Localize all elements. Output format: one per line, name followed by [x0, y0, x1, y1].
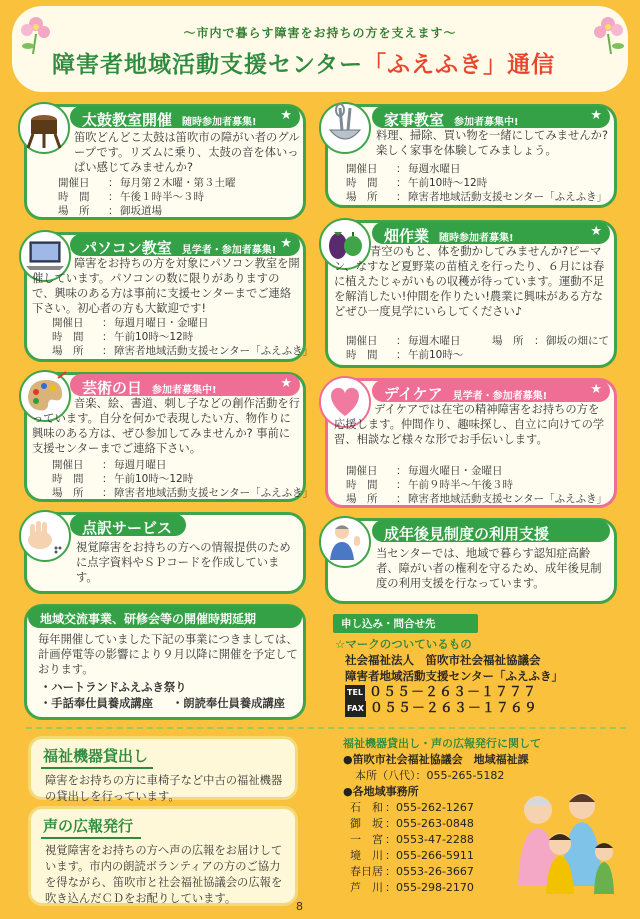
office-tel: 055-263-0848 — [396, 817, 474, 830]
welfare-heading: 福祉機器貸出し・声の広報発行に関して — [343, 737, 541, 750]
star-icon: ★ — [590, 382, 602, 397]
enki-item-2: ・手話奉仕員養成講座 — [40, 697, 153, 710]
kaji-info: 開催日 ： 毎週水曜日 時 間 ： 午前10時～12時 場 所 ： 障害者地域活動支援センター「ふえふき」 — [346, 163, 608, 203]
kiki-title: 福祉機器貸出し — [43, 747, 149, 765]
mixing-bowl-icon — [318, 100, 372, 156]
star-icon: ★ — [590, 224, 602, 239]
office-row: 境 川 ：055-266-5911 — [343, 848, 541, 864]
kiki-body: 障害をお持ちの方に車椅子など中古の福祉機器の貸出しを行っています。 — [45, 774, 283, 803]
contact-center: 障害者地域活動支援センター「ふえふき」 — [345, 669, 564, 683]
tab-pc: パソコン教室 見学者・参加者募集! ★ — [70, 234, 300, 256]
header-subtitle: ～市内で暮らす障害をお持ちの方を支えます～ — [183, 26, 457, 40]
kaji-body: 料理、掃除、買い物を一緒にしてみませんか?楽しく家事を体験してみましょう。 — [376, 129, 608, 157]
header-title: 障害者地域活動支援センター「ふえふき」通信 — [52, 52, 556, 78]
info-row: 時 間 ： 午後１時半～３時 — [58, 191, 204, 203]
geijutsu-info: 開催日 ： 毎週月曜日 時 間 ： 午前10時～12時 場 所 ： 障害者地域活動支援センター「ふえふき」 — [52, 459, 314, 499]
daycare-body: デイケアでは在宅の精神障害をお持ちの方を応援します。仲間作り、趣味探し、自立に向けての学習、相談など様々な形でお手伝いします。 — [334, 403, 605, 446]
kiki-title-underline — [41, 767, 153, 769]
card-koe — [28, 806, 298, 906]
flower-decoration-right — [588, 10, 628, 56]
office-row: 御 坂 ：055-263-0848 — [343, 816, 541, 832]
kouken-body: 当センターでは、地域で暮らす認知症高齢者、障がい者の権利を守るため、成年後見制度の利用支援を行なっています。 — [376, 547, 602, 590]
enki-body: 毎年開催していました下記の事業につきましては、計画停電等の影響により９月以降に開催を予定しております。 — [38, 633, 298, 676]
fax-badge: FAX — [345, 701, 366, 717]
tel-badge: TEL — [345, 685, 365, 701]
office-row: 一 宮 ：0553-47-2288 — [343, 832, 541, 848]
star-icon: ★ — [280, 376, 292, 391]
person-thumbs-up-icon — [318, 514, 372, 570]
tab-hatake: 畑作業 随時参加者募集! ★ — [372, 222, 610, 244]
koe-title-underline — [41, 837, 141, 839]
tab-kouken: 成年後見制度の利用支援 — [372, 520, 610, 542]
drum-icon — [18, 100, 70, 156]
daycare-info: 開催日 ： 毎週火曜日・金曜日 時 間 ： 午前９時半～午後３時 場 所 ： 障害者地域活動支援センター「ふえふき」 — [346, 465, 608, 505]
tenyaku-body: 視覚障害をお持ちの方への情報提供のために点字資料やＳＰコードを作成しています。 — [76, 541, 291, 584]
office-name: 御 坂 — [350, 817, 383, 830]
pc-info: 開催日 ： 毎週月曜日・金曜日 時 間 ： 午前10時～12時 場 所 ： 障害者地域活動支援センター「ふえふき」 — [52, 317, 314, 357]
section-divider — [26, 727, 626, 729]
pc-body: 障害をお持ちの方を対象にパソコン教室を開催しています。パソコンの数に限りがありますので、興味のある方は事前に支援センターまでご連絡下さい。初心者の方も大歓迎です! — [32, 257, 300, 315]
tab-geijutsu: 芸術の日 参加者募集中! ★ — [70, 374, 300, 396]
office-name: 芦 川 — [350, 881, 383, 894]
newsletter-header — [12, 6, 628, 92]
office-row: 春日居 ：0553-26-3667 — [343, 864, 541, 880]
tab-kaji: 家事教室 参加者募集中! ★ — [372, 106, 610, 128]
mark-note: ☆マークのついているもの — [335, 637, 472, 651]
office-row: 芦 川 ：055-298-2170 — [343, 880, 541, 896]
office-name: 春日居 — [350, 865, 383, 878]
info-row: 場 所 ： 御坂道場 — [58, 205, 162, 217]
contact-heading: 申し込み・問合せ先 — [333, 614, 478, 633]
office-tel: 055-262-1267 — [396, 801, 474, 814]
braille-hand-icon — [18, 508, 72, 564]
contact-section — [333, 614, 633, 716]
enki-item-3: ・朗読奉仕員養成講座 — [172, 697, 285, 710]
koe-title: 声の広報発行 — [43, 817, 134, 835]
hatake-info: 開催日 ： 毎週木曜日 場 所 ： 御坂の畑にて 時 間 ： 午前10時～ — [346, 335, 609, 361]
taiko-info — [58, 176, 236, 218]
office-tel: 0553-26-3667 — [396, 865, 474, 878]
star-icon: ★ — [590, 108, 602, 123]
contact-tel: TEL ０５５－２６３－１７７７ — [347, 685, 538, 700]
office-tel: 0553-47-2288 — [396, 833, 474, 846]
office-name: 石 和 — [350, 801, 383, 814]
tab-enki: 地域交流事業、研修会等の開催時期延期 — [28, 606, 302, 628]
tab-daycare: デイケア 見学者・参加者募集! ★ — [372, 380, 610, 402]
contact-fax: FAX ０５５－２６３－１７６９ — [347, 701, 538, 716]
welfare-branch-head: ●各地域事務所 — [343, 785, 419, 798]
geijutsu-body: 音楽、絵、書道、刺し子などの創作活動を行っています。自分を何かで表現したい方、物作りに興味のある方は、ぜひ参加してみませんか? 事前に支援センターまでご連絡下さい。 — [32, 397, 300, 455]
office-name: 一 宮 — [350, 833, 383, 846]
page-number: 8 — [296, 900, 303, 913]
star-icon: ★ — [280, 108, 292, 123]
tab-taiko: 太鼓教室開催 随時参加者募集! ★ — [70, 106, 300, 128]
office-row: 石 和 ：055-262-1267 — [343, 800, 541, 816]
office-tel: 055-298-2170 — [396, 881, 474, 894]
enki-item-1: ・ハートランドふえふき祭り — [40, 681, 187, 694]
star-icon: ★ — [280, 236, 292, 251]
info-row: 開催日 ： 毎月第２木曜・第３土曜 — [58, 177, 236, 189]
contact-org: 社会福祉法人 笛吹市社会福祉協議会 — [345, 653, 541, 667]
flower-decoration-left — [18, 10, 58, 56]
card-kiki — [28, 736, 298, 803]
office-tel: 055-266-5911 — [396, 849, 474, 862]
koe-body: 視覚障害をお持ちの方へ声の広報をお届けしています。市内の朗読ボランティアの方のご協力を得ながら、笛吹市と社会福祉協議会の広報を吹き込んだＣＤをお配りしています。 — [45, 844, 283, 905]
office-name: 境 川 — [350, 849, 383, 862]
welfare-main: ●笛吹市社会福祉協議会 地域福祉課 — [343, 753, 529, 766]
tab-tenyaku: 点訳サービス — [70, 514, 186, 536]
welfare-honsho: 本所（八代）：055-265-5182 — [355, 769, 505, 782]
taiko-body: 笛吹どんどこ太鼓は笛吹市の障がい者のグループです。リズムに乗り、太鼓の音を体いっぱい感じてみませんか? — [74, 131, 300, 174]
family-illustration — [500, 776, 624, 902]
hatake-body: 青空のもと、体を動かしてみませんか?ピーマン、なすなど夏野菜の苗植えを行ったり、６月には春に植えたじゃがいもの収穫が待っています。運動不足を解消したい!仲間を作りたい!農業に興味がある方などぜひ一度見学にいらしてください♪ — [334, 245, 605, 318]
